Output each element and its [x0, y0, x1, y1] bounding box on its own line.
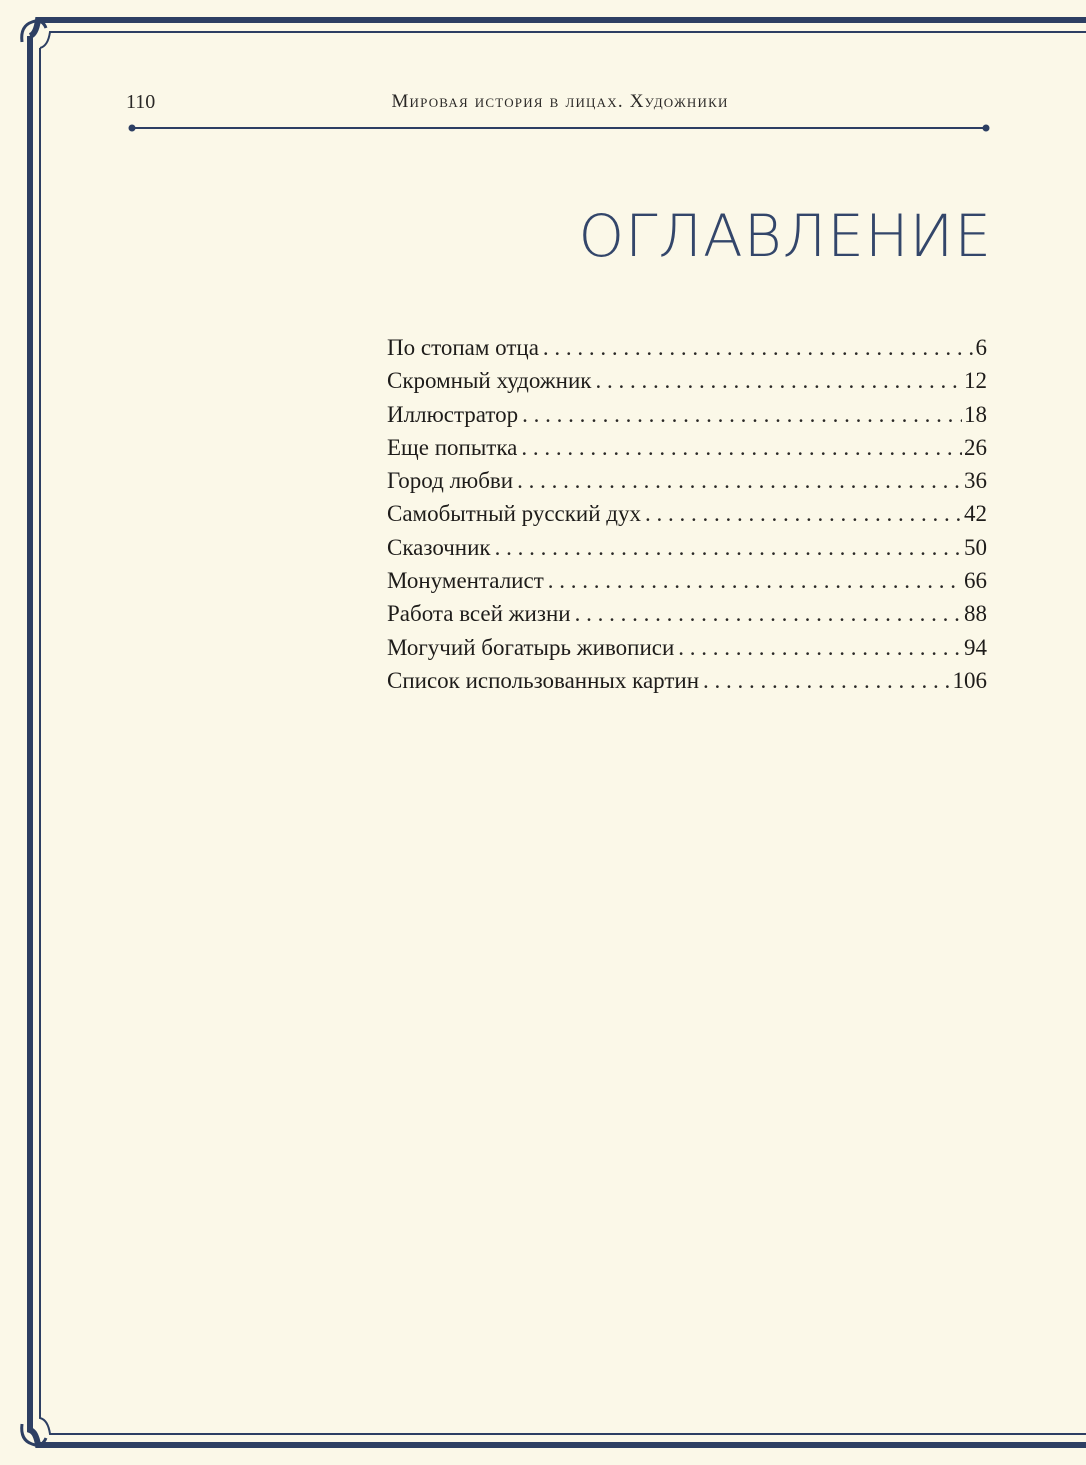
toc-heading: ОГЛАВЛЕНИЕ	[578, 202, 992, 270]
toc-leader-dots	[674, 631, 962, 664]
toc-entry-page: 12	[964, 368, 987, 394]
toc-entry-title: Монументалист	[387, 568, 544, 594]
toc-entry-page: 50	[964, 534, 987, 560]
toc-entry-title: Самобытный русский дух	[387, 501, 641, 527]
toc-entry-page: 26	[964, 434, 987, 460]
toc-entry[interactable]	[387, 364, 987, 397]
toc-entry-title: Иллюстратор	[387, 401, 519, 427]
toc-leader-dots	[491, 531, 962, 564]
toc-leader-dots	[699, 664, 950, 697]
toc-entry-page: 106	[952, 667, 987, 693]
toc-entry-page: 6	[975, 335, 987, 360]
toc-entry-title: По стопам отца	[387, 335, 539, 360]
toc-entry[interactable]	[387, 631, 987, 664]
toc-leader-dots	[517, 431, 962, 464]
toc-entry[interactable]	[387, 597, 987, 630]
toc-entry[interactable]	[387, 664, 987, 697]
page-number: 110	[126, 91, 156, 113]
toc-entry[interactable]	[387, 464, 987, 497]
toc-entry[interactable]	[387, 564, 987, 597]
toc-leader-dots	[544, 564, 962, 597]
toc-entry-page: 66	[964, 568, 987, 594]
toc-entry[interactable]	[387, 497, 987, 530]
toc-entry-title: Город любви	[387, 468, 514, 494]
toc-leader-dots	[539, 331, 974, 364]
toc-entry-title: Список использованных картин	[387, 667, 700, 693]
toc-entry-title: Скромный художник	[387, 368, 592, 394]
toc-leader-dots	[591, 364, 962, 397]
running-title: Мировая история в лицах. Художники	[391, 91, 729, 112]
toc-entry-title: Еще попытка	[387, 434, 518, 460]
toc-entry-page: 94	[964, 634, 987, 660]
toc-entry-page: 88	[964, 601, 987, 627]
toc-entry-page: 18	[964, 401, 987, 427]
toc-entry-title: Могучий богатырь живописи	[387, 634, 675, 660]
toc-entry[interactable]	[387, 431, 987, 464]
toc-leader-dots	[513, 464, 962, 497]
toc-leader-dots	[518, 398, 962, 431]
toc-leader-dots	[641, 497, 962, 530]
toc-list	[387, 331, 987, 697]
toc-leader-dots	[571, 597, 962, 630]
toc-entry-page: 42	[964, 501, 987, 527]
toc-entry-title: Работа всей жизни	[387, 601, 571, 627]
toc-entry[interactable]	[387, 531, 987, 564]
toc-entry-page: 36	[964, 468, 987, 494]
toc-entry[interactable]	[387, 331, 987, 364]
toc-entry[interactable]	[387, 398, 987, 431]
header-rule	[128, 124, 990, 132]
toc-entry-title: Сказочник	[387, 534, 491, 560]
